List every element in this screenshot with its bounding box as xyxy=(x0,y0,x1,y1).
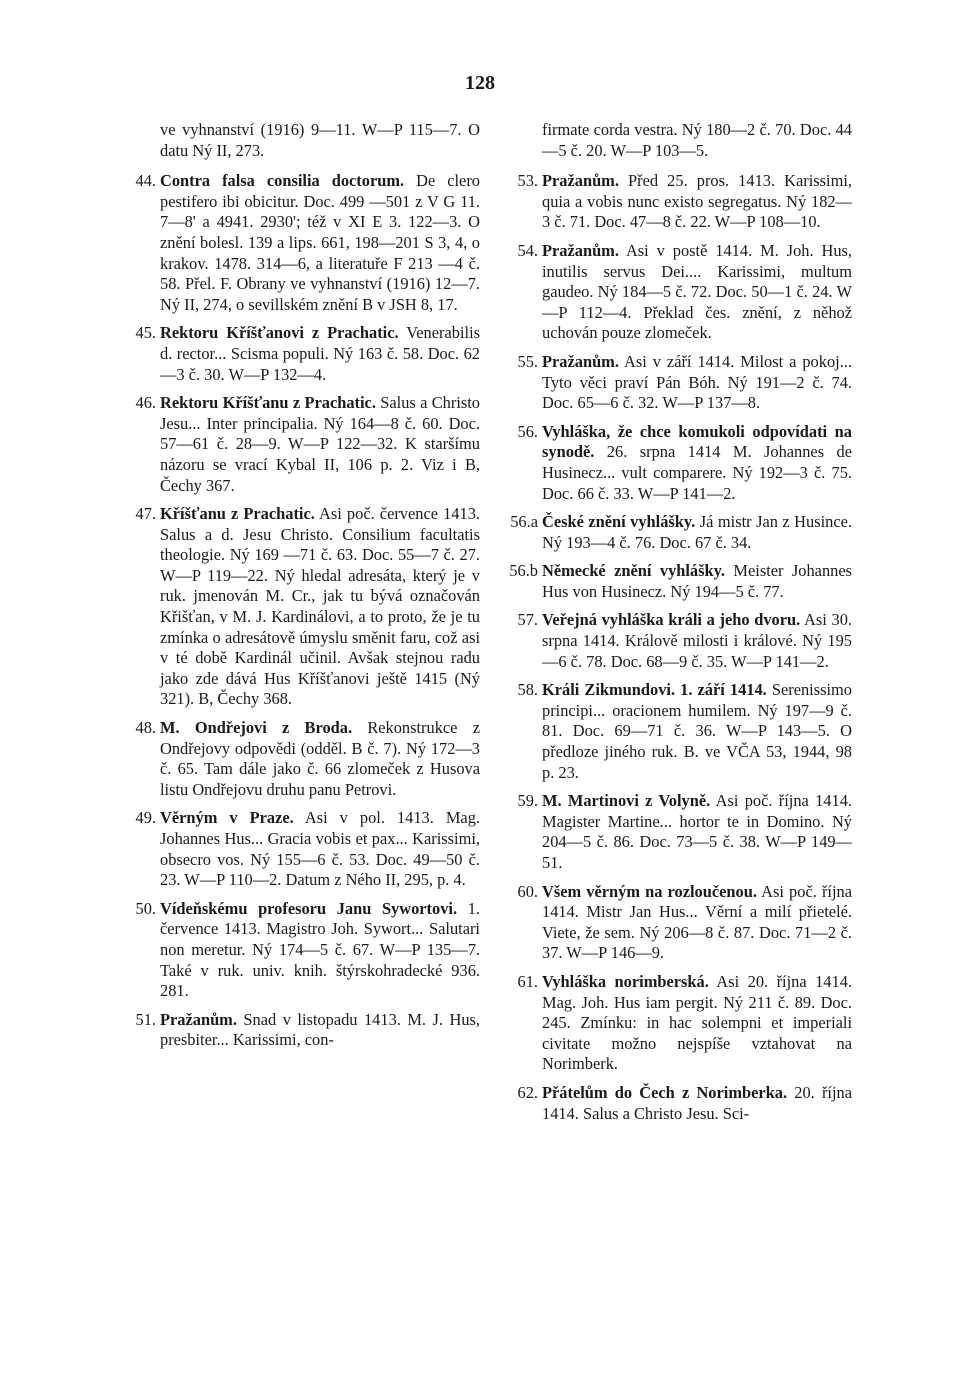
entry-item xyxy=(500,422,852,504)
entry-text: Salus a Christo Jesu... Inter principalia. Ný 164—8 č. 60. Doc. 57—61 č. 28—9. W—P 122—32. K staršímu názoru se vrací Kybal II, 106 p. 2. Viz i B, Čechy 367. xyxy=(160,393,481,495)
entry-item xyxy=(500,680,852,783)
entry-item xyxy=(500,171,852,233)
entry-text: Asi v září 1414. Milost a pokoj... Tyto věci praví Pán Bóh. Ný 191—2 č. 74. Doc. 65—6 č. 32. W—P 137—8. xyxy=(542,351,852,413)
entry-title: Věrným v Praze. xyxy=(160,808,294,828)
entry-item xyxy=(500,241,852,344)
entry-text: Asi v pol. 1413. Mag. Johannes Hus... Gracia vobis et pax... Karissimi, obsecro vos. Ný 155—6 č. 53. Doc. 49—50 č. 23. W—P 110—2. Datum z Ného II, 295, p. 4. xyxy=(160,808,480,890)
entry-text: Snad v listopadu 1413. M. J. Hus, presbiter... Karissimi, con- xyxy=(160,1009,480,1050)
entry-title: Rektoru Kříšťanovi z Prachatic. xyxy=(160,323,399,343)
entry-number: 56.a xyxy=(510,512,538,532)
entry-item xyxy=(500,882,852,964)
entry-number: 60. xyxy=(517,881,538,901)
entry-text: Rekonstrukce z Ondřejovy odpovědi (odděl. B č. 7). Ný 172—3 č. 65. Tam dále jako č. 66 zlomeček z Husova listu Ondřejovu druhu panu Petrovi. xyxy=(160,718,480,799)
entry-item xyxy=(500,972,852,1075)
entry-text: 26. srpna 1414 M. Johannes de Husinecz... vult comparere. Ný 192—3 č. 75. Doc. 66 č. 33. W—P 141—2. xyxy=(542,442,852,503)
entry-item xyxy=(500,352,852,414)
entry-number: 50. xyxy=(135,898,156,918)
entry-text: Asi poč. října 1414. Magister Martine... hortor te in Domino. Ný 204—5 č. 86. Doc. 73—5 č. 38. W—P 149—51. xyxy=(542,791,852,872)
page-number: 128 xyxy=(465,72,495,94)
entry-number: 47. xyxy=(135,504,156,524)
entry-text: Já mistr Jan z Husince. Ný 193—4 č. 76. Doc. 67 č. 34. xyxy=(542,512,852,552)
entry-text: Asi poč. července 1413. Salus a d. Jesu Christo. Consilium facultatis theologie. Ný 169 —71 č. 63. Doc. 55—7 č. 27. W—P 119—22. Ný hledal adresáta, který je v ruk. jmenován M. Cr., jak tu bývá označován Křišťan, v M. J. Kardinálovi, a to proto, že je tu zmínka o adresátově úmyslu směnit faru, což asi v té době Kardinál učinil. Avšak stejnou radu jako zde dává Hus Kříšťanovi ještě 1415 (Ný 321). B, Čechy 368. xyxy=(160,504,480,709)
entry-title: Vyhláška norimberská. xyxy=(542,971,709,991)
entry-text: Meister Johannes Hus von Husinecz. Ný 194—5 č. 77. xyxy=(542,561,853,601)
entry-title: Přátelům do Čech z Norimberka. xyxy=(542,1082,788,1102)
entry-number: 46. xyxy=(135,393,156,413)
entry-title: Vyhláška, že chce komukoli odpovídati na synodě. xyxy=(542,421,852,462)
entry-title: Pražanům. xyxy=(542,240,619,260)
entry-number: 45. xyxy=(135,323,156,343)
entry-text: Před 25. pros. 1413. Karissimi, quia a vobis nunc existo segregatus. Ný 182—3 č. 71. Doc. 47—8 č. 22. W—P 108—10. xyxy=(542,171,852,232)
left-entry-list xyxy=(118,171,480,1051)
entry-title: M. Martinovi z Volyně. xyxy=(542,791,711,811)
entry-item xyxy=(500,610,852,672)
entry-item xyxy=(118,504,480,710)
entry-title: Králi Zikmundovi. 1. září 1414. xyxy=(542,680,767,700)
entry-text: Asi 20. října 1414. Mag. Joh. Hus iam pergit. Ný 211 č. 89. Doc. 245. Zmínku: in hac solempni et imperiali civitate možno nejspíše vztahovat na Norimberk. xyxy=(542,971,852,1074)
entry-number: 54. xyxy=(517,240,538,260)
right-entry-list xyxy=(500,171,852,1124)
entry-number: 56. xyxy=(517,421,538,441)
entry-number: 49. xyxy=(135,808,156,828)
entry-number: 57. xyxy=(517,610,538,630)
entry-text: 1. července 1413. Magistro Joh. Sywort... Salutari non meretur. Ný 174—5 č. 67. W—P 135—7. Také v ruk. univ. knih. štýrskohradecké 936. 281. xyxy=(160,898,480,1001)
right-column xyxy=(500,120,852,1132)
entry-number: 58. xyxy=(517,680,538,700)
entry-title: Pražanům. xyxy=(542,171,619,191)
entry-number: 53. xyxy=(517,171,538,191)
entry-title: České znění vyhlášky. xyxy=(542,512,696,532)
entry-title: M. Ondřejovi z Broda. xyxy=(160,718,353,738)
entry-text: Asi v postě 1414. M. Joh. Hus, inutilis servus Dei.... Karissimi, multum gaudeo. Ný 184—5 č. 72. Doc. 50—1 č. 24. W—P 112—4. Překlad čes. znění, z něhož uchován pouze zlomeček. xyxy=(542,240,852,343)
entry-text: Asi 30. srpna 1414. Králově milosti i králové. Ný 195—6 č. 78. Doc. 68—9 č. 35. W—P 141—2. xyxy=(542,610,852,671)
entry-item xyxy=(118,323,480,385)
entry-item xyxy=(118,899,480,1002)
entry-text: Serenissimo principi... oracionem humilem. Ný 197—9 č. 81. Doc. 69—71 č. 36. W—P 143—5. O předloze jiného ruk. B. ve VČA 53, 1944, 98 p. 23. xyxy=(542,680,852,782)
entry-text: Venerabilis d. rector... Scisma populi. Ný 163 č. 58. Doc. 62—3 č. 30. W—P 132—4. xyxy=(160,323,480,384)
entry-item xyxy=(500,512,852,553)
entry-item xyxy=(500,561,852,602)
entry-title: Rektoru Kříšťanu z Prachatic. xyxy=(160,393,376,413)
entry-title: Kříšťanu z Prachatic. xyxy=(160,504,315,524)
entry-number: 61. xyxy=(517,971,538,991)
entry-title: Veřejná vyhláška králi a jeho dvoru. xyxy=(542,610,801,630)
entry-title: Contra falsa consilia doctorum. xyxy=(160,171,405,191)
entry-number: 62. xyxy=(517,1082,538,1102)
entry-text: 20. října 1414. Salus a Christo Jesu. Sci- xyxy=(542,1082,852,1123)
entry-item xyxy=(118,393,480,496)
entry-number: 51. xyxy=(135,1009,156,1029)
entry-number: 44. xyxy=(135,171,156,191)
entry-item xyxy=(500,791,852,873)
entry-text: Asi poč. října 1414. Mistr Jan Hus... Věrní a milí přietelé. Viete, že sem. Ný 206—8 č. 87. Doc. 71—2 č. 37. W—P 146—9. xyxy=(542,881,852,963)
continuation-text: firmate corda vestra. Ný 180—2 č. 70. Doc. 44—5 č. 20. W—P 103—5. xyxy=(542,120,852,160)
entry-item xyxy=(118,808,480,890)
entry-text: De clero pestifero ibi obicitur. Doc. 499 —501 z V G 11. 7—8' a 4941. 2930'; též v XI E 3. 122—3. O znění bolesl. 139 a lips. 661, 198—201 S 3, 4, o krakov. 1478. 314—6, a literatuře F 213 —4 č. 58. Přel. F. Obrany ve vyhnanství (1916) 12—7. Ný II, 274, o sevillském znění B v JSH 8, 17. xyxy=(160,171,480,314)
continuation-text: ve vyhnanství (1916) 9—11. W—P 115—7. O datu Ný II, 273. xyxy=(160,120,480,160)
entry-item xyxy=(118,1010,480,1051)
entry-title: Německé znění vyhlášky. xyxy=(542,561,726,581)
entry-item xyxy=(500,1083,852,1124)
entry-title: Pražanům. xyxy=(542,351,619,371)
entry-title: Vídeňskému profesoru Janu Sywortovi. xyxy=(160,898,458,918)
entry-number: 48. xyxy=(135,718,156,738)
entry-item xyxy=(118,718,480,800)
entry-title: Všem věrným na rozloučenou. xyxy=(542,881,757,901)
left-column xyxy=(118,120,480,1059)
entry-title: Pražanům. xyxy=(160,1009,237,1029)
entry-item xyxy=(118,171,480,315)
entry-number: 56.b xyxy=(509,561,538,581)
entry-number: 55. xyxy=(517,351,538,371)
entry-number: 59. xyxy=(517,791,538,811)
